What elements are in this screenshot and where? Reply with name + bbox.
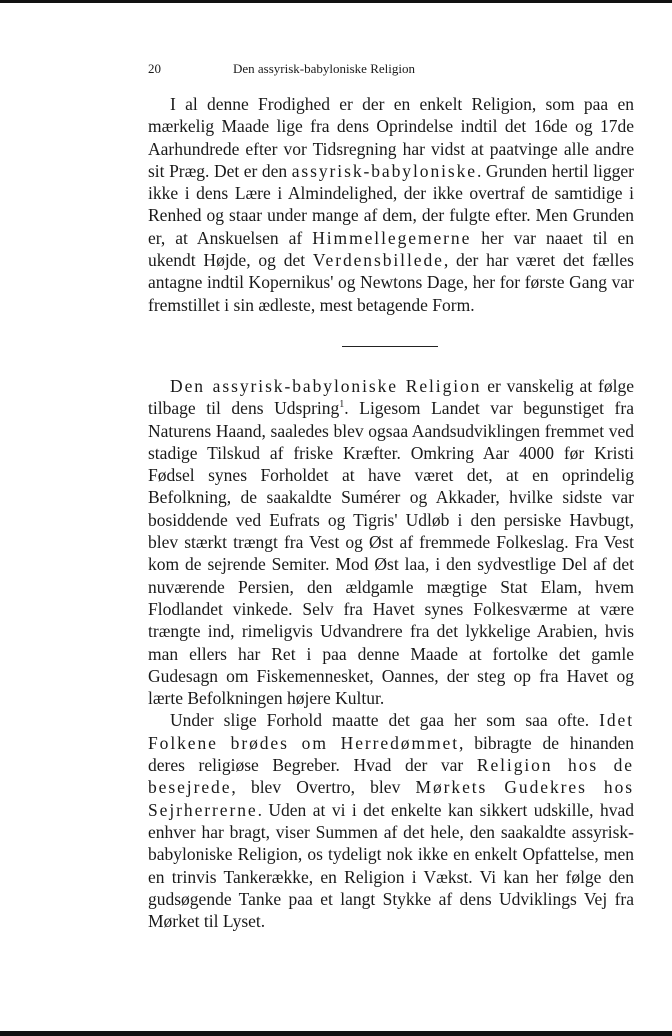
scan-edge-bottom: [0, 1031, 672, 1036]
text-run: er vanskelig at følge tilbage til dens Udspring: [148, 376, 634, 419]
page-number: 20: [148, 61, 161, 76]
paragraph-2: [148, 375, 634, 709]
text-run: , bibragte de hinanden deres religiøse Begreber. Hvad der var: [148, 732, 634, 776]
text-run: her var naaet til en ukendt Højde, og det: [148, 227, 634, 271]
running-title: Den assyrisk-babyloniske Religion: [233, 61, 415, 76]
footnote-marker: 1: [339, 399, 345, 411]
text-run: I al denne Frodighed er der en enkelt Religion, som paa en mærkelig Maade lige fra dens Oprindelse indtil det 16de og 17de Aarhundrede efter vor Tidsregning har vidst at paatvinge alle andre sit Præg. Det er den: [148, 94, 634, 181]
section-divider: [342, 346, 438, 347]
page-header: [148, 61, 500, 81]
spaced-emphasis: assyrisk-babyloniske: [291, 160, 478, 181]
text-run: Under slige Forhold maatte det gaa her som saa ofte.: [170, 710, 600, 731]
spaced-emphasis: Den assyrisk-babyloniske Religion: [170, 376, 482, 396]
spaced-emphasis: Idet Folkene brødes om Herredømmet: [148, 710, 634, 753]
text-run: , blev Overtro, blev: [231, 777, 416, 798]
scan-edge-top: [0, 0, 672, 3]
spaced-emphasis: Himmellegemerne: [312, 227, 472, 248]
spaced-emphasis: Religion hos de besejrede: [148, 755, 634, 798]
text-run: . Uden at vi i det enkelte kan sikkert udskille, hvad enhver har bragt, viser Summen af det hele, den saakaldte assyrisk-babyloniske Religion, os tydeligt nok ikke en enkelt Opfattelse, men en trinvis Tankerække, en Religion i Vækst. Vi kan her følge den gudsøgende Tanke paa et langt Stykke af dens Udviklings Vej fra Mørket til Lyset.: [148, 799, 634, 932]
text-run: . Grunden hertil ligger ikke i dens Lære i Almindelighed, der ikke overtraf de samtidige i Renhed og staar under mange af dem, der fulgte efter. Men Grunden er, at Anskuelsen af: [148, 160, 634, 248]
text-run: . Ligesom Landet var begunstiget fra Naturens Haand, saaledes blev ogsaa Aandsudviklingen fremmet ved stadige Tilskud af friske Kræfter. Omkring Aar 4000 før Kristi Fødsel synes Forholdet at have været det, at en oprindelig Befolkning, de saakaldte Sumérer og Akkader, hvilke sidste var bosiddende ved Eufrats og Tigris' Udløb i den persiske Havbugt, blev stærkt trængt fra Vest og Øst af fremmede Folkeslag. Fra Vest kom de sejrende Semiter. Mod Øst laa, i den sydvestlige Del af det nuværende Persien, den ældgamle mægtige Stat Elam, hvem Flodlandet vinkede. Selv fra Havet synes Folkesværme at være trængte ind, rimeligvis Udvandrere fra det lykkelige Arabien, hvis man ellers har Ret i paa denne Maade at fortolke det gamle Gudesagn om Fiskemennesket, Oannes, der steg op fra Havet og lærte Befolkningen højere Kultur.: [148, 398, 634, 709]
paragraph-3: [148, 709, 634, 932]
paragraph-1: [148, 93, 634, 316]
spaced-emphasis: Verdensbillede: [312, 250, 444, 271]
spaced-emphasis: Mørkets Gudekres hos Sejrherrerne: [148, 777, 635, 820]
text-run: , der har været det fælles antagne indtil Kopernikus' og Newtons Dage, her for første Gang var fremstillet i sin ædleste, mest betagende Form.: [148, 250, 634, 315]
section-1: [148, 93, 634, 316]
section-2: [148, 375, 634, 932]
